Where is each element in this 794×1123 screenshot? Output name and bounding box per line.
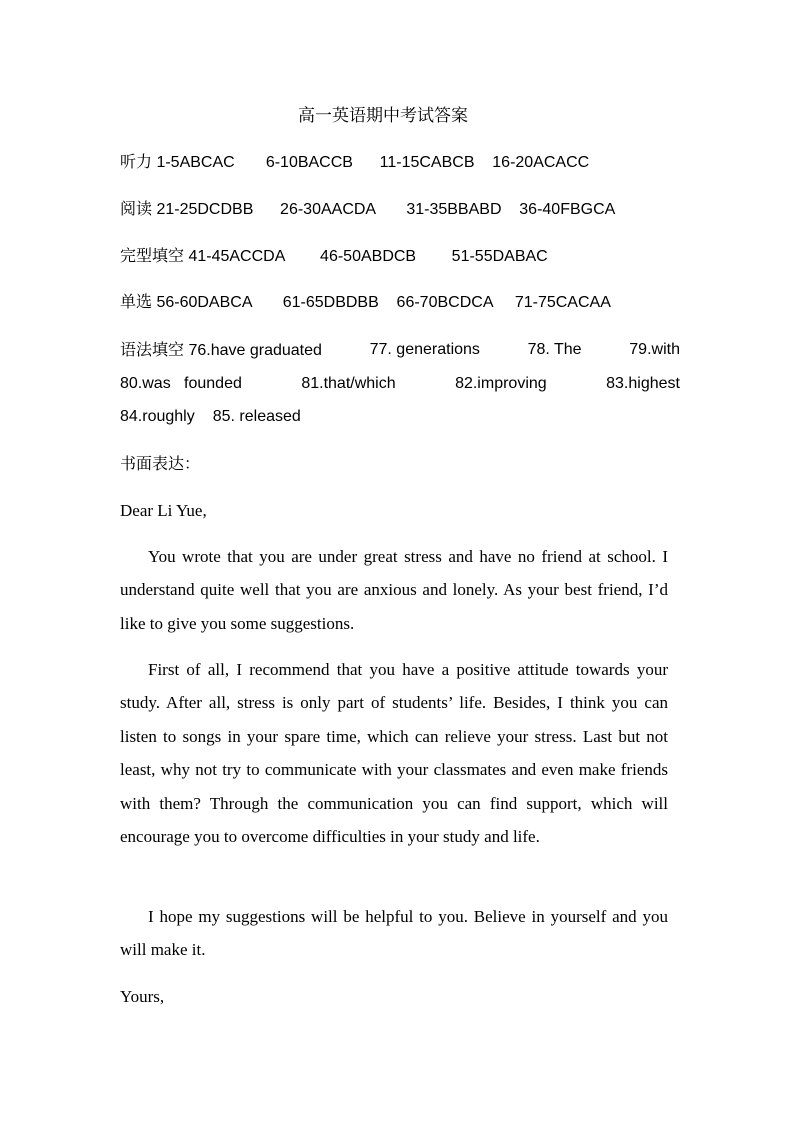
grammar-answer: 83.highest: [606, 374, 680, 392]
grammar-row-1-first: [120, 333, 322, 367]
grammar-answer: 79.with: [629, 341, 680, 358]
grammar-answer: 77. generations: [369, 341, 480, 358]
writing-section-label: 书面表达：: [120, 454, 201, 473]
grammar-answer: 84.roughly: [120, 408, 195, 425]
grammar-answer: 78. The: [527, 341, 582, 358]
letter-closing: Yours,: [120, 987, 165, 1006]
grammar-answer: 85. released: [212, 408, 301, 425]
cloze-answers: 完型填空 41-45ACCDA 46-50ABDCB 51-55DABAC: [120, 248, 548, 265]
letter-paragraph-1: You wrote that you are under great stress and have no friend at school. I understand quite well that you are anxious and lonely. As your best friend, I’d like to give you some suggestions.: [120, 547, 668, 633]
grammar-answer: 76.have graduated: [188, 342, 322, 359]
grammar-answer: 80.was founded: [120, 374, 242, 392]
document-title: 高一英语期中考试答案: [298, 106, 468, 126]
letter-paragraph-2: First of all, I recommend that you have a positive attitude towards your study. After all, stress is only part of students’ life. Besides, I think you can listen to songs in your spare time, which can relieve your stress. Last but not least, why not try to communicate with your classmates and even make friends with them? Through the communication you can find support, which will encourage you to overcome difficulties in your study and life.: [120, 660, 668, 847]
grammar-answer: 82.improving: [455, 374, 547, 392]
listening-answers: 听力 1-5ABCAC 6-10BACCB 11-15CABCB 16-20ACACC: [120, 154, 590, 171]
grammar-row-3: [120, 400, 680, 434]
grammar-fill-answers: [120, 333, 680, 434]
grammar-row-1: [120, 333, 680, 367]
letter-salutation: Dear Li Yue,: [120, 501, 207, 520]
single-choice-answers: 单选 56-60DABCA 61-65DBDBB 66-70BCDCA 71-75CACAA: [120, 294, 611, 311]
grammar-answer: 81.that/which: [301, 374, 396, 392]
letter-paragraph-3: I hope my suggestions will be helpful to you. Believe in yourself and you will make it.: [120, 907, 668, 960]
reading-answers: 阅读 21-25DCDBB 26-30AACDA 31-35BBABD 36-40FBGCA: [120, 201, 616, 218]
grammar-row-2: [120, 367, 680, 401]
grammar-label: 语法填空: [120, 340, 185, 359]
